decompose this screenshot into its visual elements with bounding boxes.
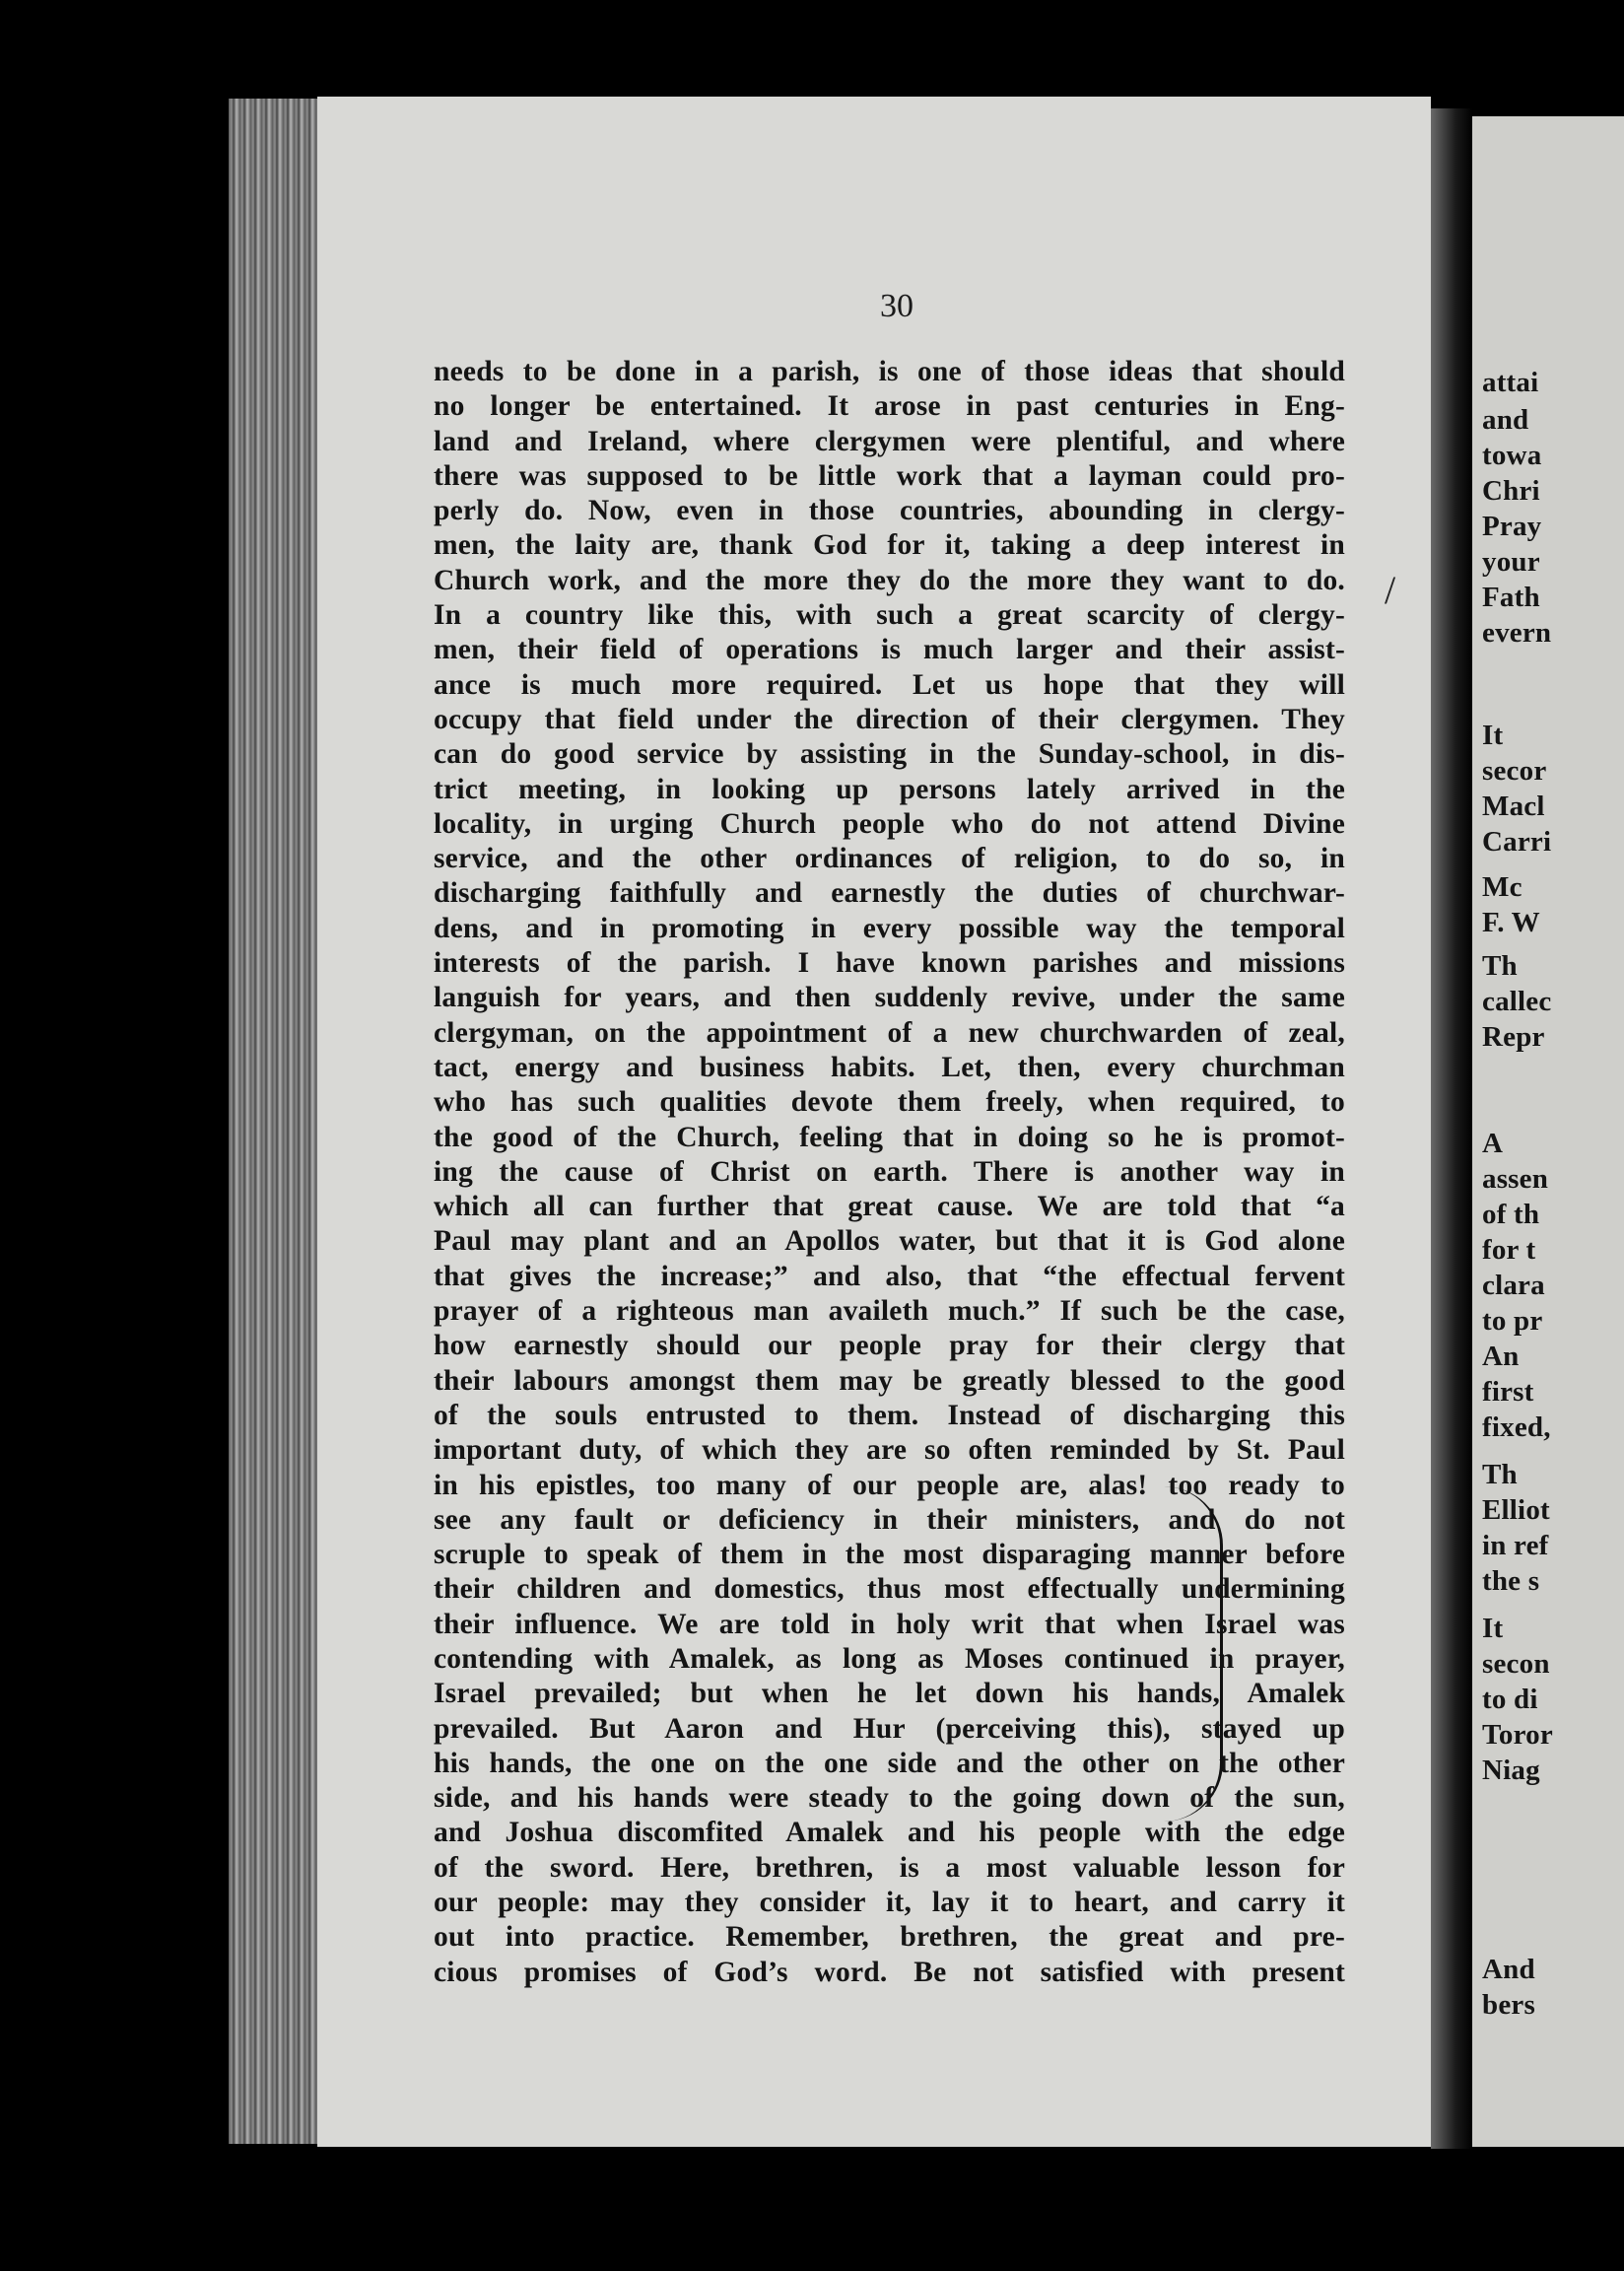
- text-line: out into practice. Remember, brethren, the great and pre-: [434, 1921, 1345, 1954]
- text-line: there was supposed to be little work that a layman could pro-: [434, 459, 1345, 492]
- text-line: in his epistles, too many of our people are, alas! too ready to: [434, 1469, 1345, 1501]
- facing-page-word: secor: [1482, 755, 1547, 787]
- facing-page-word: Carri: [1482, 826, 1552, 858]
- facing-page-word: Niag: [1482, 1755, 1540, 1786]
- facing-page-word: It: [1482, 1613, 1504, 1644]
- text-line: of the sword. Here, brethren, is a most valuable lesson for: [434, 1851, 1345, 1884]
- facing-page-word: to pr: [1482, 1305, 1543, 1337]
- text-line: trict meeting, in looking up persons lately arrived in the: [434, 773, 1345, 805]
- facing-page-word: to di: [1482, 1684, 1538, 1715]
- text-line: interests of the parish. I have known parishes and missions: [434, 947, 1345, 980]
- facing-page-word: your: [1482, 546, 1540, 578]
- facing-page-word: bers: [1482, 1989, 1535, 2021]
- page-stack-edge: [229, 99, 322, 2144]
- text-line: dens, and in promoting in every possible way the temporal: [434, 912, 1345, 944]
- facing-page-word: fixed,: [1482, 1411, 1551, 1443]
- facing-page-word: the s: [1482, 1565, 1540, 1597]
- text-line: prevailed. But Aaron and Hur (perceiving this), stayed up: [434, 1712, 1345, 1745]
- text-line: service, and the other ordinances of religion, to do so, in: [434, 843, 1345, 875]
- text-line: and Joshua discomfited Amalek and his people with the edge: [434, 1817, 1345, 1849]
- text-line: no longer be entertained. It arose in past centuries in Eng-: [434, 390, 1345, 423]
- text-line: clergyman, on the appointment of a new churchwarden of zeal,: [434, 1016, 1345, 1049]
- facing-page-word: Mc: [1482, 871, 1522, 903]
- text-line: perly do. Now, even in those countries, abounding in clergy-: [434, 495, 1345, 527]
- text-line: land and Ireland, where clergymen were plentiful, and where: [434, 425, 1345, 457]
- text-line: Church work, and the more they do the more they want to do.: [434, 564, 1345, 596]
- text-line: men, their field of operations is much larger and their assist-: [434, 634, 1345, 666]
- page-number: 30: [880, 288, 914, 324]
- text-line: can do good service by assisting in the Sunday-school, in dis-: [434, 738, 1345, 771]
- facing-page-word: attai: [1482, 367, 1539, 398]
- text-line: the good of the Church, feeling that in doing so he is promot-: [434, 1121, 1345, 1153]
- facing-page-word: Th: [1482, 1459, 1518, 1490]
- facing-page-word: callec: [1482, 986, 1552, 1017]
- book-gutter: [1431, 108, 1472, 2149]
- text-line: occupy that field under the direction of their clergymen. They: [434, 703, 1345, 735]
- text-line: needs to be done in a parish, is one of those ideas that should: [434, 356, 1345, 387]
- text-line: their children and domestics, thus most effectually undermining: [434, 1573, 1345, 1606]
- facing-page-word: evern: [1482, 617, 1552, 649]
- facing-page-word: It: [1482, 720, 1504, 751]
- text-line: their influence. We are told in holy writ that when Israel was: [434, 1608, 1345, 1640]
- facing-page-word: Fath: [1482, 582, 1540, 613]
- text-line: tact, energy and business habits. Let, then, every churchman: [434, 1051, 1345, 1083]
- text-line: In a country like this, with such a great scarcity of clergy-: [434, 599, 1345, 632]
- text-line: see any fault or deficiency in their ministers, and do not: [434, 1503, 1345, 1536]
- text-line: that gives the increase;” and also, that “the effectual fervent: [434, 1260, 1345, 1292]
- margin-slash-mark: /: [1385, 568, 1396, 612]
- text-line: scruple to speak of them in the most disparaging manner before: [434, 1539, 1345, 1571]
- text-line: who has such qualities devote them freely, when required, to: [434, 1086, 1345, 1119]
- text-line: men, the laity are, thank God for it, taking a deep interest in: [434, 529, 1345, 562]
- text-line: cious promises of God’s word. Be not satisfied with present: [434, 1956, 1345, 1988]
- facing-page-word: Elliot: [1482, 1494, 1550, 1526]
- text-line: which all can further that great cause. We are told that “a: [434, 1191, 1345, 1223]
- facing-page-word: And: [1482, 1954, 1535, 1985]
- text-line: their labours amongst them may be greatly blessed to the good: [434, 1364, 1345, 1397]
- margin-bracket-mark: [1151, 1486, 1223, 1822]
- facing-page-word: towa: [1482, 440, 1542, 471]
- text-line: locality, in urging Church people who do not attend Divine: [434, 807, 1345, 840]
- facing-page-word: in ref: [1482, 1530, 1549, 1561]
- text-line: Israel prevailed; but when he let down his hands, Amalek: [434, 1678, 1345, 1710]
- text-line: his hands, the one on the one side and the other on the other: [434, 1747, 1345, 1779]
- facing-page-word: Repr: [1482, 1021, 1545, 1053]
- text-line: languish for years, and then suddenly revive, under the same: [434, 982, 1345, 1014]
- text-line: side, and his hands were steady to the going down of the sun,: [434, 1782, 1345, 1815]
- text-line: ance is much more required. Let us hope that they will: [434, 668, 1345, 701]
- facing-page-word: Pray: [1482, 511, 1542, 542]
- text-line: our people: may they consider it, lay it to heart, and carry it: [434, 1887, 1345, 1919]
- facing-page-word: of th: [1482, 1199, 1540, 1230]
- text-line: important duty, of which they are so often reminded by St. Paul: [434, 1434, 1345, 1467]
- facing-page-fragment: [1472, 116, 1624, 2147]
- text-line: discharging faithfully and earnestly the duties of churchwar-: [434, 877, 1345, 910]
- facing-page-word: Th: [1482, 950, 1518, 982]
- text-line: contending with Amalek, as long as Moses continued in prayer,: [434, 1642, 1345, 1675]
- text-line: of the souls entrusted to them. Instead of discharging this: [434, 1399, 1345, 1431]
- facing-page-word: first: [1482, 1376, 1534, 1408]
- facing-page-word: An: [1482, 1341, 1520, 1372]
- text-line: how earnestly should our people pray for their clergy that: [434, 1330, 1345, 1362]
- facing-page-word: for t: [1482, 1234, 1536, 1266]
- facing-page-word: Chri: [1482, 475, 1540, 507]
- text-line: ing the cause of Christ on earth. There is another way in: [434, 1155, 1345, 1188]
- facing-page-word: Toror: [1482, 1719, 1553, 1751]
- facing-page-word: A: [1482, 1128, 1504, 1159]
- facing-page-word: assen: [1482, 1163, 1549, 1195]
- facing-page-word: secon: [1482, 1648, 1550, 1680]
- facing-page-word: F. W: [1482, 907, 1540, 938]
- facing-page-word: Macl: [1482, 791, 1545, 822]
- facing-page-word: clara: [1482, 1270, 1545, 1301]
- text-line: prayer of a righteous man availeth much.” If such be the case,: [434, 1295, 1345, 1328]
- facing-page-word: and: [1482, 404, 1529, 436]
- text-line: Paul may plant and an Apollos water, but that it is God alone: [434, 1225, 1345, 1258]
